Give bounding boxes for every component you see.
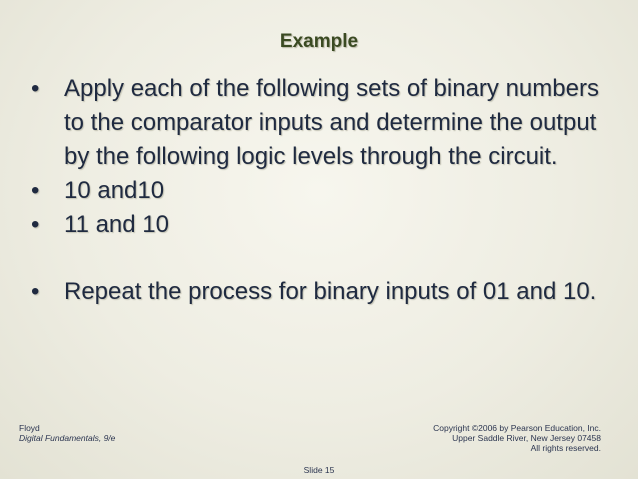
footer-author: Floyd xyxy=(19,423,40,433)
slide-title: Example xyxy=(279,31,359,52)
copyright-rights: All rights reserved. xyxy=(530,443,601,453)
bullet-item: • 11 and 10 xyxy=(29,208,609,242)
footer-book-title: Digital Fundamentals, 9/e xyxy=(19,433,116,443)
footer-author-info xyxy=(19,423,115,443)
bullet-item: • 10 and10 xyxy=(29,174,609,208)
bullet-item: • Apply each of the following sets of binary numbers to the comparator inputs and determine the output by the following logic levels through the circuit. xyxy=(29,72,609,174)
footer-copyright xyxy=(433,423,601,453)
copyright-line: Copyright ©2006 by Pearson Education, Inc. xyxy=(433,423,601,433)
copyright-address: Upper Saddle River, New Jersey 07458 xyxy=(452,433,601,443)
bullet-item: • Repeat the process for binary inputs of 01 and 10. xyxy=(29,275,609,309)
bullet-list xyxy=(29,72,609,309)
slide-number: Slide 15 xyxy=(303,465,335,475)
